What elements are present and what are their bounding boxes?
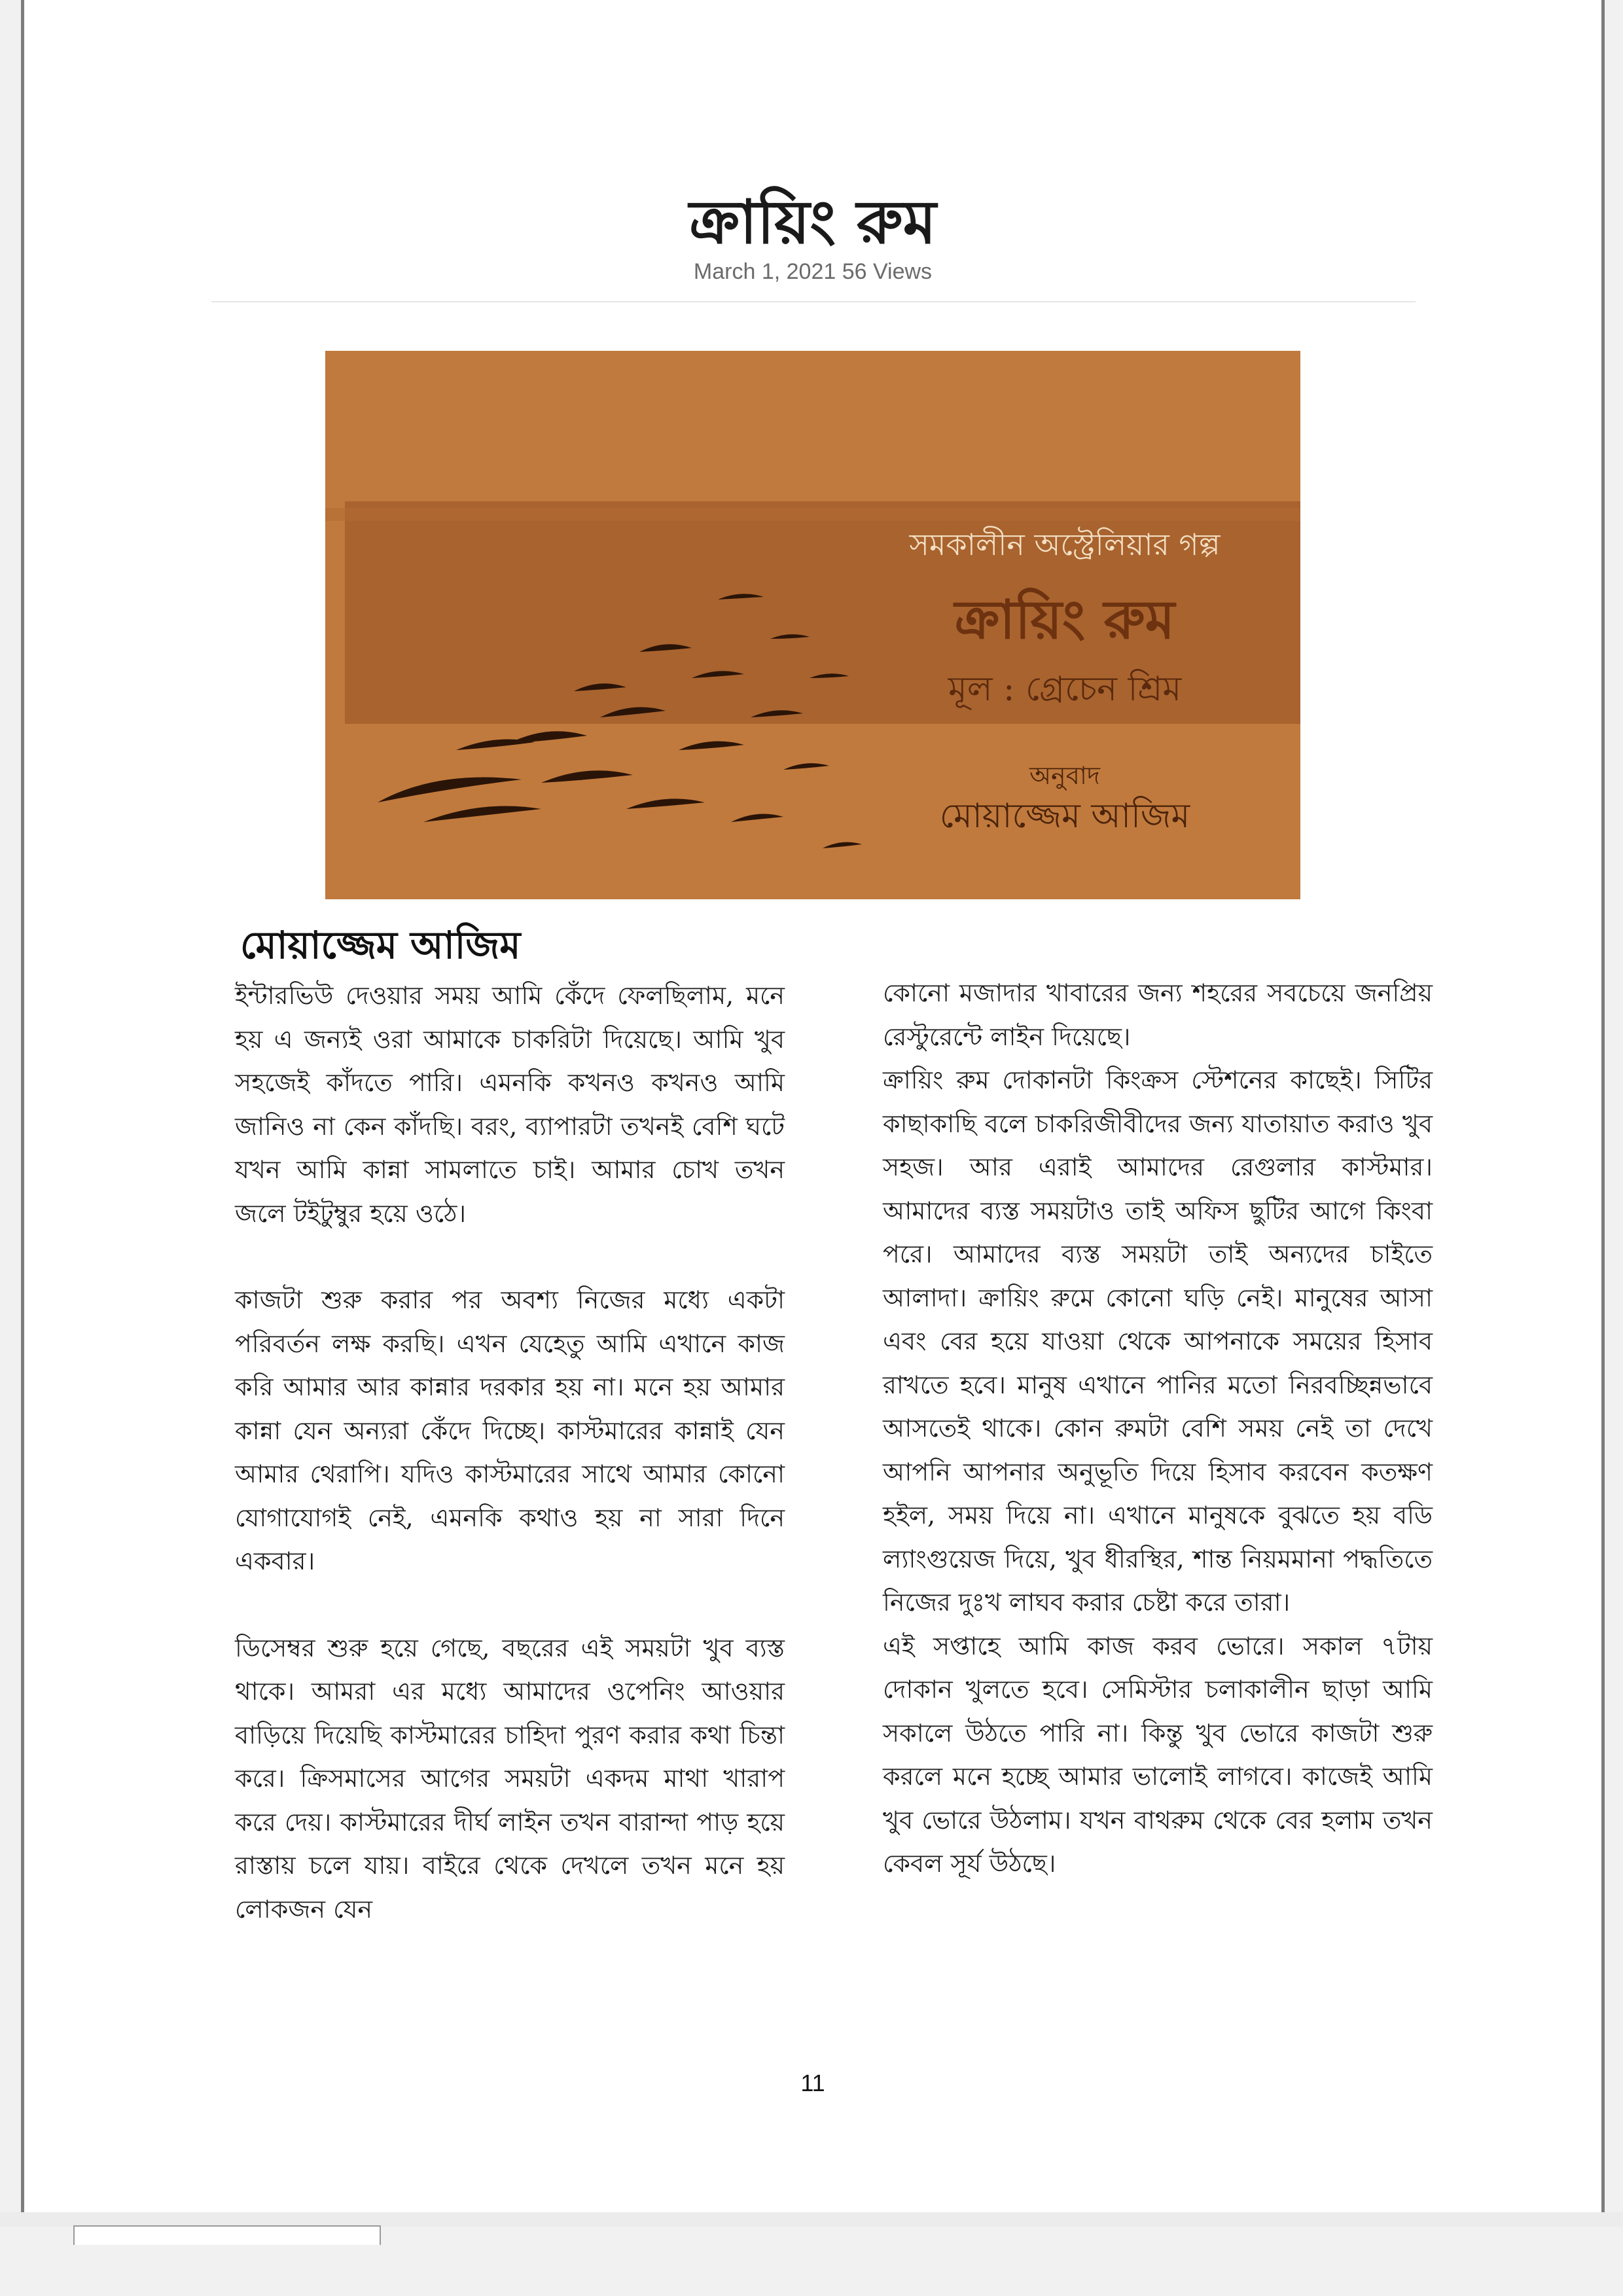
paragraph: কাজটা শুরু করার পর অবশ্য নিজের মধ্যে একটা পরিবর্তন লক্ষ করছি। এখন যেহেতু আমি এখানে কাজ করি আমার আর কান্নার দরকার হয় না। মনে হয় আমার কান্না যেন অন্যরা কেঁদে দিচ্ছে। কাস্টমারের কান্নাই যেন আমার থেরাপি। যদিও কাস্টমারের সাথে আমার কোনো যোগাযোগই নেই, এমনকি কথাও হয় না সারা দিনে একবার। <box>235 1285 785 1575</box>
paragraph: এই সপ্তাহে আমি কাজ করব ভোরে। সকাল ৭টায় দোকান খুলতে হবে। সেমিস্টার চলাকালীন ছাড়া আমি সকালে উঠতে পারি না। কিন্তু খুব ভোরে কাজটা শুরু করলে মনে হচ্ছে আমার ভালোই লাগবে। কাজেই আমি খুব ভোরে উঠলাম। যখন বাথরুম থেকে বের হলাম তখন কেবল সূর্য উঠছে। <box>883 1631 1433 1878</box>
divider <box>211 301 1416 302</box>
post-meta: March 1, 2021 56 Views <box>693 259 933 284</box>
document-page <box>21 0 1605 2212</box>
article-author: মোয়াজ্জেম আজিম <box>240 923 521 967</box>
paragraph: ক্রায়িং রুম দোকানটা কিংক্রস স্টেশনের কাছেই। সিটির কাছাকাছি বলে চাকরিজীবীদের জন্য যাতায়াত করাও খুব সহজ। আর এরাই আমাদের রেগুলার কাস্টমার। আমাদের ব্যস্ত সময়টাও তাই অফিস ছুটির আগে কিংবা পরে। আমাদের ব্যস্ত সময়টা তাই অন্যদের চাইতে আলাদা। ক্রায়িং রুমে কোনো ঘড়ি নেই। মানুষের আসা এবং বের হয়ে যাওয়া থেকে আপনাকে সময়ের হিসাব রাখতে হবে। মানুষ এখানে পানির মতো নিরবচ্ছিন্নভাবে আসতেই থাকে। কোন রুমটা বেশি সময় নেই তা দেখে আপনি আপনার অনুভূতি দিয়ে হিসাব করবেন কতক্ষণ হইল, সময় দিয়ে না। এখানে মানুষকে বুঝতে হয় বডি ল্যাংগুয়েজ দিয়ে, খুব ধীরস্থির, শান্ত নিয়মমানা পদ্ধতিতে নিজের দুঃখ লাঘব করার চেষ্টা করে তারা। <box>883 1066 1433 1617</box>
text-column-right <box>883 971 1433 1886</box>
paragraph: ডিসেম্বর শুরু হয়ে গেছে, বছরের এই সময়টা খুব ব্যস্ত থাকে। আমরা এর মধ্যে আমাদের ওপেনিং আওয়ার বাড়িয়ে দিয়েছি কাস্টমারের চাহিদা পুরণ করার কথা চিন্তা করে। ক্রিসমাসের আগের সময়টা একদম মাথা খারাপ করে দেয়। কাস্টমারের দীর্ঘ লাইন তখন বারান্দা পাড় হয়ে রাস্তায় চলে যায়। বাইরে থেকে দেখলে তখন মনে হয় লোকজন যেন <box>235 1633 785 1924</box>
cover-banner-image <box>325 351 1300 899</box>
scrollbar-thumb[interactable] <box>73 2225 381 2245</box>
text-column-left <box>235 974 785 1931</box>
banner-subtitle: সমকালীন অস্ট্রেলিয়ার গল্প <box>909 527 1221 562</box>
paragraph: ইন্টারভিউ দেওয়ার সময় আমি কেঁদে ফেলছিলাম, মনে হয় এ জন্যই ওরা আমাকে চাকরিটা দিয়েছে। আমি খুব সহজেই কাঁদতে পারি। এমনকি কখনও কখনও আমি জানিও না কেন কাঁদছি। বরং, ব্যাপারটা তখনই বেশি ঘটে যখন আমি কান্না সামলাতে চাই। আমার চোখ তখন জলে টইটুম্বুর হয়ে ওঠে। <box>235 981 785 1228</box>
banner-translation-label: অনুবাদ <box>1029 761 1100 790</box>
page-title: ক্রায়িং রুম <box>689 187 936 257</box>
paragraph: কোনো মজাদার খাবারের জন্য শহরের সবচেয়ে জনপ্রিয় রেস্টুরেন্টে লাইন দিয়েছে। <box>883 978 1433 1051</box>
page-number: 11 <box>800 2070 825 2096</box>
horizontal-scrollbar[interactable] <box>0 2212 1623 2227</box>
banner-translator: মোয়াজ্জেম আজিম <box>939 797 1190 836</box>
banner-original-author: মূল : গ্রেচেন শ্রিম <box>948 670 1182 709</box>
banner-title: ক্রায়িং রুম <box>954 588 1175 651</box>
